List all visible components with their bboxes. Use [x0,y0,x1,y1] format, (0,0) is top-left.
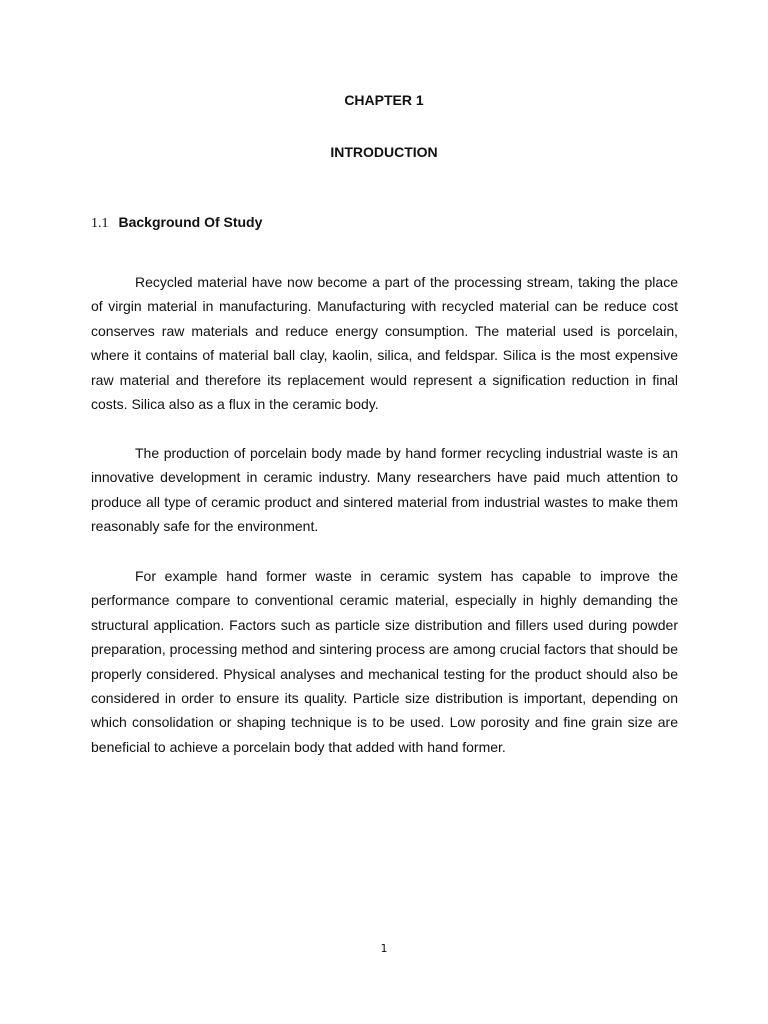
section-title: Background Of Study [118,214,263,230]
chapter-heading: CHAPTER 1 [344,92,424,108]
body-paragraph-1: Recycled material have now become a part of the processing stream, taking the place of virgin material in manufacturing. Manufacturing with recycled material can be reduce cost conserves raw materials and reduce energy consumption. The material used is porcelain, where it contains of material ball clay, kaolin, silica, and feldspar. Silica is the most expensive raw material and therefore its replacement would represent a signification reduction in final costs. Silica also as a flux in the ceramic body. [91,274,678,413]
body-paragraph-2: The production of porcelain body made by hand former recycling industrial waste is an innovative development in ceramic industry. Many researchers have paid much attention to produce all type of ceramic product and sintered material from industrial wastes to make them reasonably safe for the environment. [91,445,678,535]
section-heading [91,213,262,233]
page-number: 1 [380,942,388,955]
body-paragraph-3: For example hand former waste in ceramic system has capable to improve the performance compare to conventional ceramic material, especially in highly demanding the structural application. Factors such as particle size distribution and fillers used during powder preparation, processing method and sintering process are among crucial factors that should be properly considered. Physical analyses and mechanical testing for the product should also be considered in order to ensure its quality. Particle size distribution is important, depending on which consolidation or shaping technique is to be used. Low porosity and fine grain size are beneficial to achieve a porcelain body that added with hand former. [91,568,678,755]
chapter-title: INTRODUCTION [330,144,438,160]
section-number: 1.1 [91,216,109,231]
